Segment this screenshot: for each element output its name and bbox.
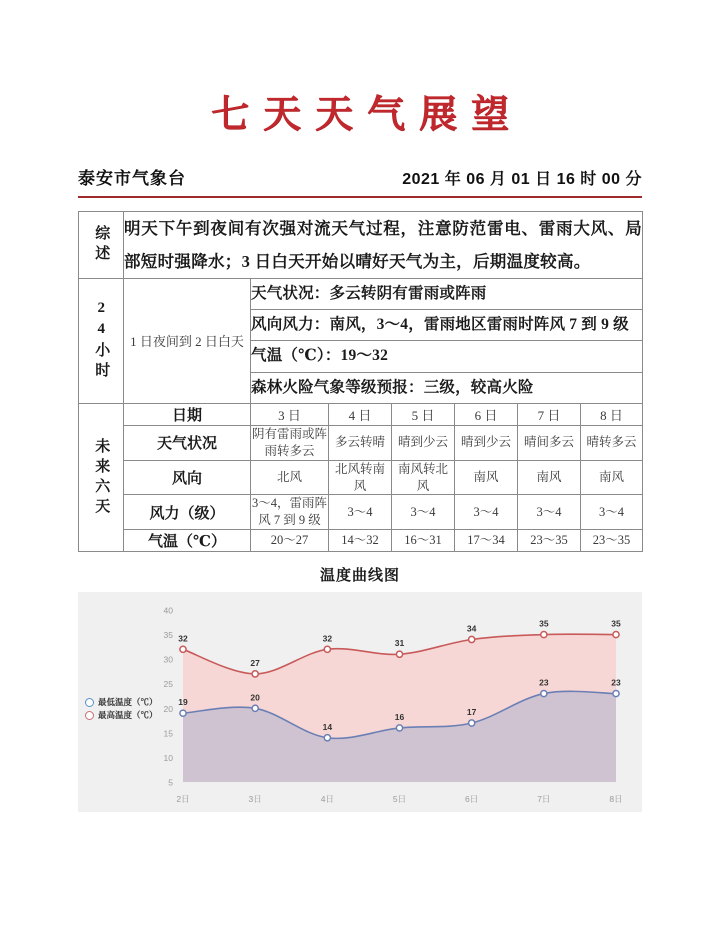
chart-title: 温度曲线图 [319,568,400,585]
summary-label: 综述 [93,225,110,265]
next24-fire-risk: 森林火险气象等级预报：三级，较高火险 [251,372,643,403]
sixdays-date-0: 3 日 [251,403,329,425]
sixdays-rowlabel-date: 日期 [124,403,251,425]
forecast-table-wrap [78,211,642,552]
header-divider [78,196,642,198]
sixdays-temp-5: 23～35 [581,530,643,552]
legend-label-high: 最高温度（℃） [98,710,158,721]
sixdays-rowlabel-windforce: 风力（级） [124,495,251,530]
sixdays-windforce-3: 3～4 [455,495,518,530]
sixdays-windforce-2: 3～4 [392,495,455,530]
svg-text:23: 23 [539,677,549,688]
sixdays-weather-3: 晴到少云 [455,425,518,460]
summary-text: 明天下午到夜间有次强对流天气过程，注意防范雷电、雷雨大风、局部短时强降水；3 日白天开始以晴好天气为主，后期温度较高。 [124,212,643,279]
sixdays-weather-0: 阴有雷雨或阵雨转多云 [251,425,329,460]
svg-text:40: 40 [163,605,173,616]
svg-text:20: 20 [250,692,260,703]
sixdays-winddir-4: 南风 [518,460,581,495]
svg-text:27: 27 [250,658,260,669]
sixdays-winddir-5: 南风 [581,460,643,495]
sixdays-temp-3: 17～34 [455,530,518,552]
svg-text:30: 30 [163,654,173,665]
svg-text:15: 15 [163,728,173,739]
sixdays-date-2: 5 日 [392,403,455,425]
svg-text:6日: 6日 [465,794,479,805]
table-row-next24-weather [79,279,643,310]
table-row-sixdays-temps [79,530,643,552]
legend-label-low: 最低温度（℃） [98,697,158,708]
sixdays-label-cell [79,403,124,551]
svg-text:34: 34 [466,623,477,634]
svg-text:3日: 3日 [248,794,262,805]
sixdays-winddir-1: 北风转南风 [329,460,392,495]
legend-marker-high-icon [85,711,94,720]
svg-text:4日: 4日 [320,794,334,805]
svg-text:32: 32 [178,633,188,644]
temperature-chart [78,592,642,812]
sixdays-date-5: 8 日 [581,403,643,425]
next24-label-cell [79,279,124,404]
sixdays-date-4: 7 日 [518,403,581,425]
issue-datetime: 2021 年 06 月 01 日 16 时 00 分 [402,171,642,188]
svg-text:14: 14 [322,721,333,732]
table-row-summary [79,212,643,279]
sixdays-weather-5: 晴转多云 [581,425,643,460]
table-row-sixdays-winddir [79,460,643,495]
sixdays-rowlabel-winddir: 风向 [124,460,251,495]
svg-text:7日: 7日 [537,794,551,805]
svg-text:17: 17 [466,707,477,718]
svg-text:35: 35 [163,630,173,641]
legend-item-low [85,696,158,709]
next24-weather-condition: 天气状况：多云转阴有雷雨或阵雨 [251,279,643,310]
sixdays-temp-4: 23～35 [518,530,581,552]
sixdays-winddir-0: 北风 [251,460,329,495]
forecast-table [78,211,643,552]
next24-temperature: 气温（℃）：19～32 [251,341,643,372]
svg-text:23: 23 [611,677,621,688]
svg-text:5: 5 [168,777,173,788]
svg-text:35: 35 [539,618,549,629]
svg-text:2日: 2日 [176,794,190,805]
chart-legend [85,696,158,722]
sixdays-weather-4: 晴间多云 [518,425,581,460]
svg-text:19: 19 [178,697,188,708]
sixdays-temp-0: 20～27 [251,530,329,552]
issuing-office: 泰安市气象台 [78,169,186,188]
legend-item-high [85,709,158,722]
sixdays-windforce-5: 3～4 [581,495,643,530]
sixdays-windforce-1: 3～4 [329,495,392,530]
table-row-sixdays-weather [79,425,643,460]
svg-text:8日: 8日 [609,794,623,805]
sixdays-windforce-0: 3～4，雷雨阵风 7 到 9 级 [251,495,329,530]
sixdays-date-3: 6 日 [455,403,518,425]
next24-period: 1 日夜间到 2 日白天 [124,279,251,404]
sixdays-rowlabel-weather: 天气状况 [124,425,251,460]
sixdays-weather-2: 晴到少云 [392,425,455,460]
sixdays-date-1: 4 日 [329,403,392,425]
sixdays-winddir-2: 南风转北风 [392,460,455,495]
sixdays-weather-1: 多云转晴 [329,425,392,460]
svg-text:16: 16 [394,712,405,723]
summary-label-cell [79,212,124,279]
next24-label: 24小时 [93,299,110,382]
table-row-sixdays-windforce [79,495,643,530]
page-title: 七天天气展望 [210,94,523,136]
svg-text:10: 10 [163,753,173,764]
svg-text:20: 20 [163,703,173,714]
sixdays-temp-2: 16～31 [392,530,455,552]
sixdays-temp-1: 14～32 [329,530,392,552]
sixdays-windforce-4: 3～4 [518,495,581,530]
svg-text:31: 31 [394,638,405,649]
header-meta [78,164,642,189]
table-row-sixdays-dates [79,403,643,425]
sixdays-label: 未来六天 [93,437,110,518]
sixdays-rowlabel-temp: 气温（℃） [124,530,251,552]
next24-wind: 风向风力：南风，3～4，雷雨地区雷雨时阵风 7 到 9 级 [251,310,643,341]
svg-text:32: 32 [322,633,333,644]
temperature-chart-svg [78,592,642,812]
svg-text:25: 25 [163,679,173,690]
svg-text:35: 35 [611,618,621,629]
sixdays-winddir-3: 南风 [455,460,518,495]
legend-marker-low-icon [85,698,94,707]
svg-text:5日: 5日 [392,794,407,805]
